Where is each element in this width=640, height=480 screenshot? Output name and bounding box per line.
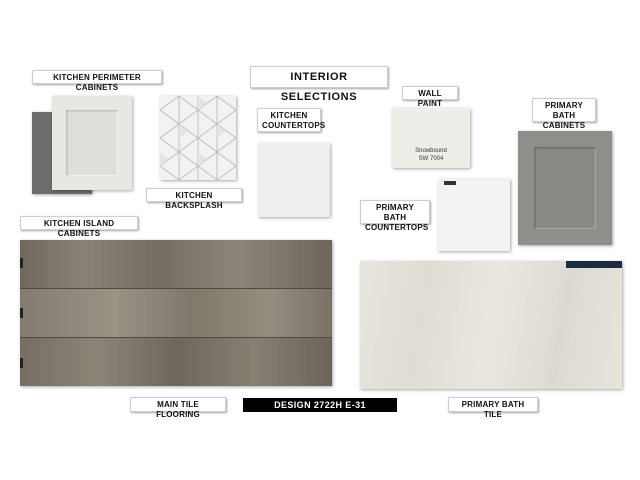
cabinet-door-panel xyxy=(66,110,118,176)
label-primary-bath-cabinets: PRIMARY BATH CABINETS xyxy=(532,98,596,122)
primary-bath-cabinet-swatch xyxy=(518,131,612,245)
primary-bath-tile-swatch xyxy=(360,261,622,389)
kitchen-countertop-swatch xyxy=(258,143,330,217)
bath-tile-tag xyxy=(566,261,622,268)
floor-tab-2 xyxy=(20,308,23,318)
label-kitchen-backsplash: KITCHEN BACKSPLASH xyxy=(146,188,242,202)
paint-chip-name: Snowbound xyxy=(415,148,447,154)
floor-tab-1 xyxy=(20,258,23,268)
label-primary-bath-countertops: PRIMARY BATH COUNTERTOPS xyxy=(360,200,430,224)
countertop-tag xyxy=(444,181,456,185)
bath-cabinet-door-panel xyxy=(534,147,596,229)
floor-plank-3 xyxy=(20,338,332,386)
page-title: INTERIOR SELECTIONS xyxy=(250,66,388,88)
floor-plank-2 xyxy=(20,289,332,337)
label-primary-bath-tile: PRIMARY BATH TILE xyxy=(448,397,538,412)
kitchen-perimeter-cabinet-swatch xyxy=(52,96,132,190)
paint-chip-code: SW 7004 xyxy=(418,156,444,162)
design-number-badge: DESIGN 2722H E-31 xyxy=(243,398,397,412)
label-wall-paint: WALL PAINT xyxy=(402,86,458,100)
label-kitchen-island-cabinets: KITCHEN ISLAND CABINETS xyxy=(20,216,138,230)
label-kitchen-countertops: KITCHEN COUNTERTOPS xyxy=(257,108,321,132)
label-main-tile-flooring: MAIN TILE FLOORING xyxy=(130,397,226,412)
floor-tab-3 xyxy=(20,358,23,368)
wall-paint-chip xyxy=(392,108,470,168)
primary-bath-countertop-swatch xyxy=(438,179,510,251)
floor-plank-1 xyxy=(20,240,332,288)
label-kitchen-perimeter-cabinets: KITCHEN PERIMETER CABINETS xyxy=(32,70,162,84)
backsplash-pattern xyxy=(160,96,236,180)
kitchen-backsplash-swatch xyxy=(160,96,236,180)
main-tile-flooring-swatch xyxy=(20,240,332,386)
